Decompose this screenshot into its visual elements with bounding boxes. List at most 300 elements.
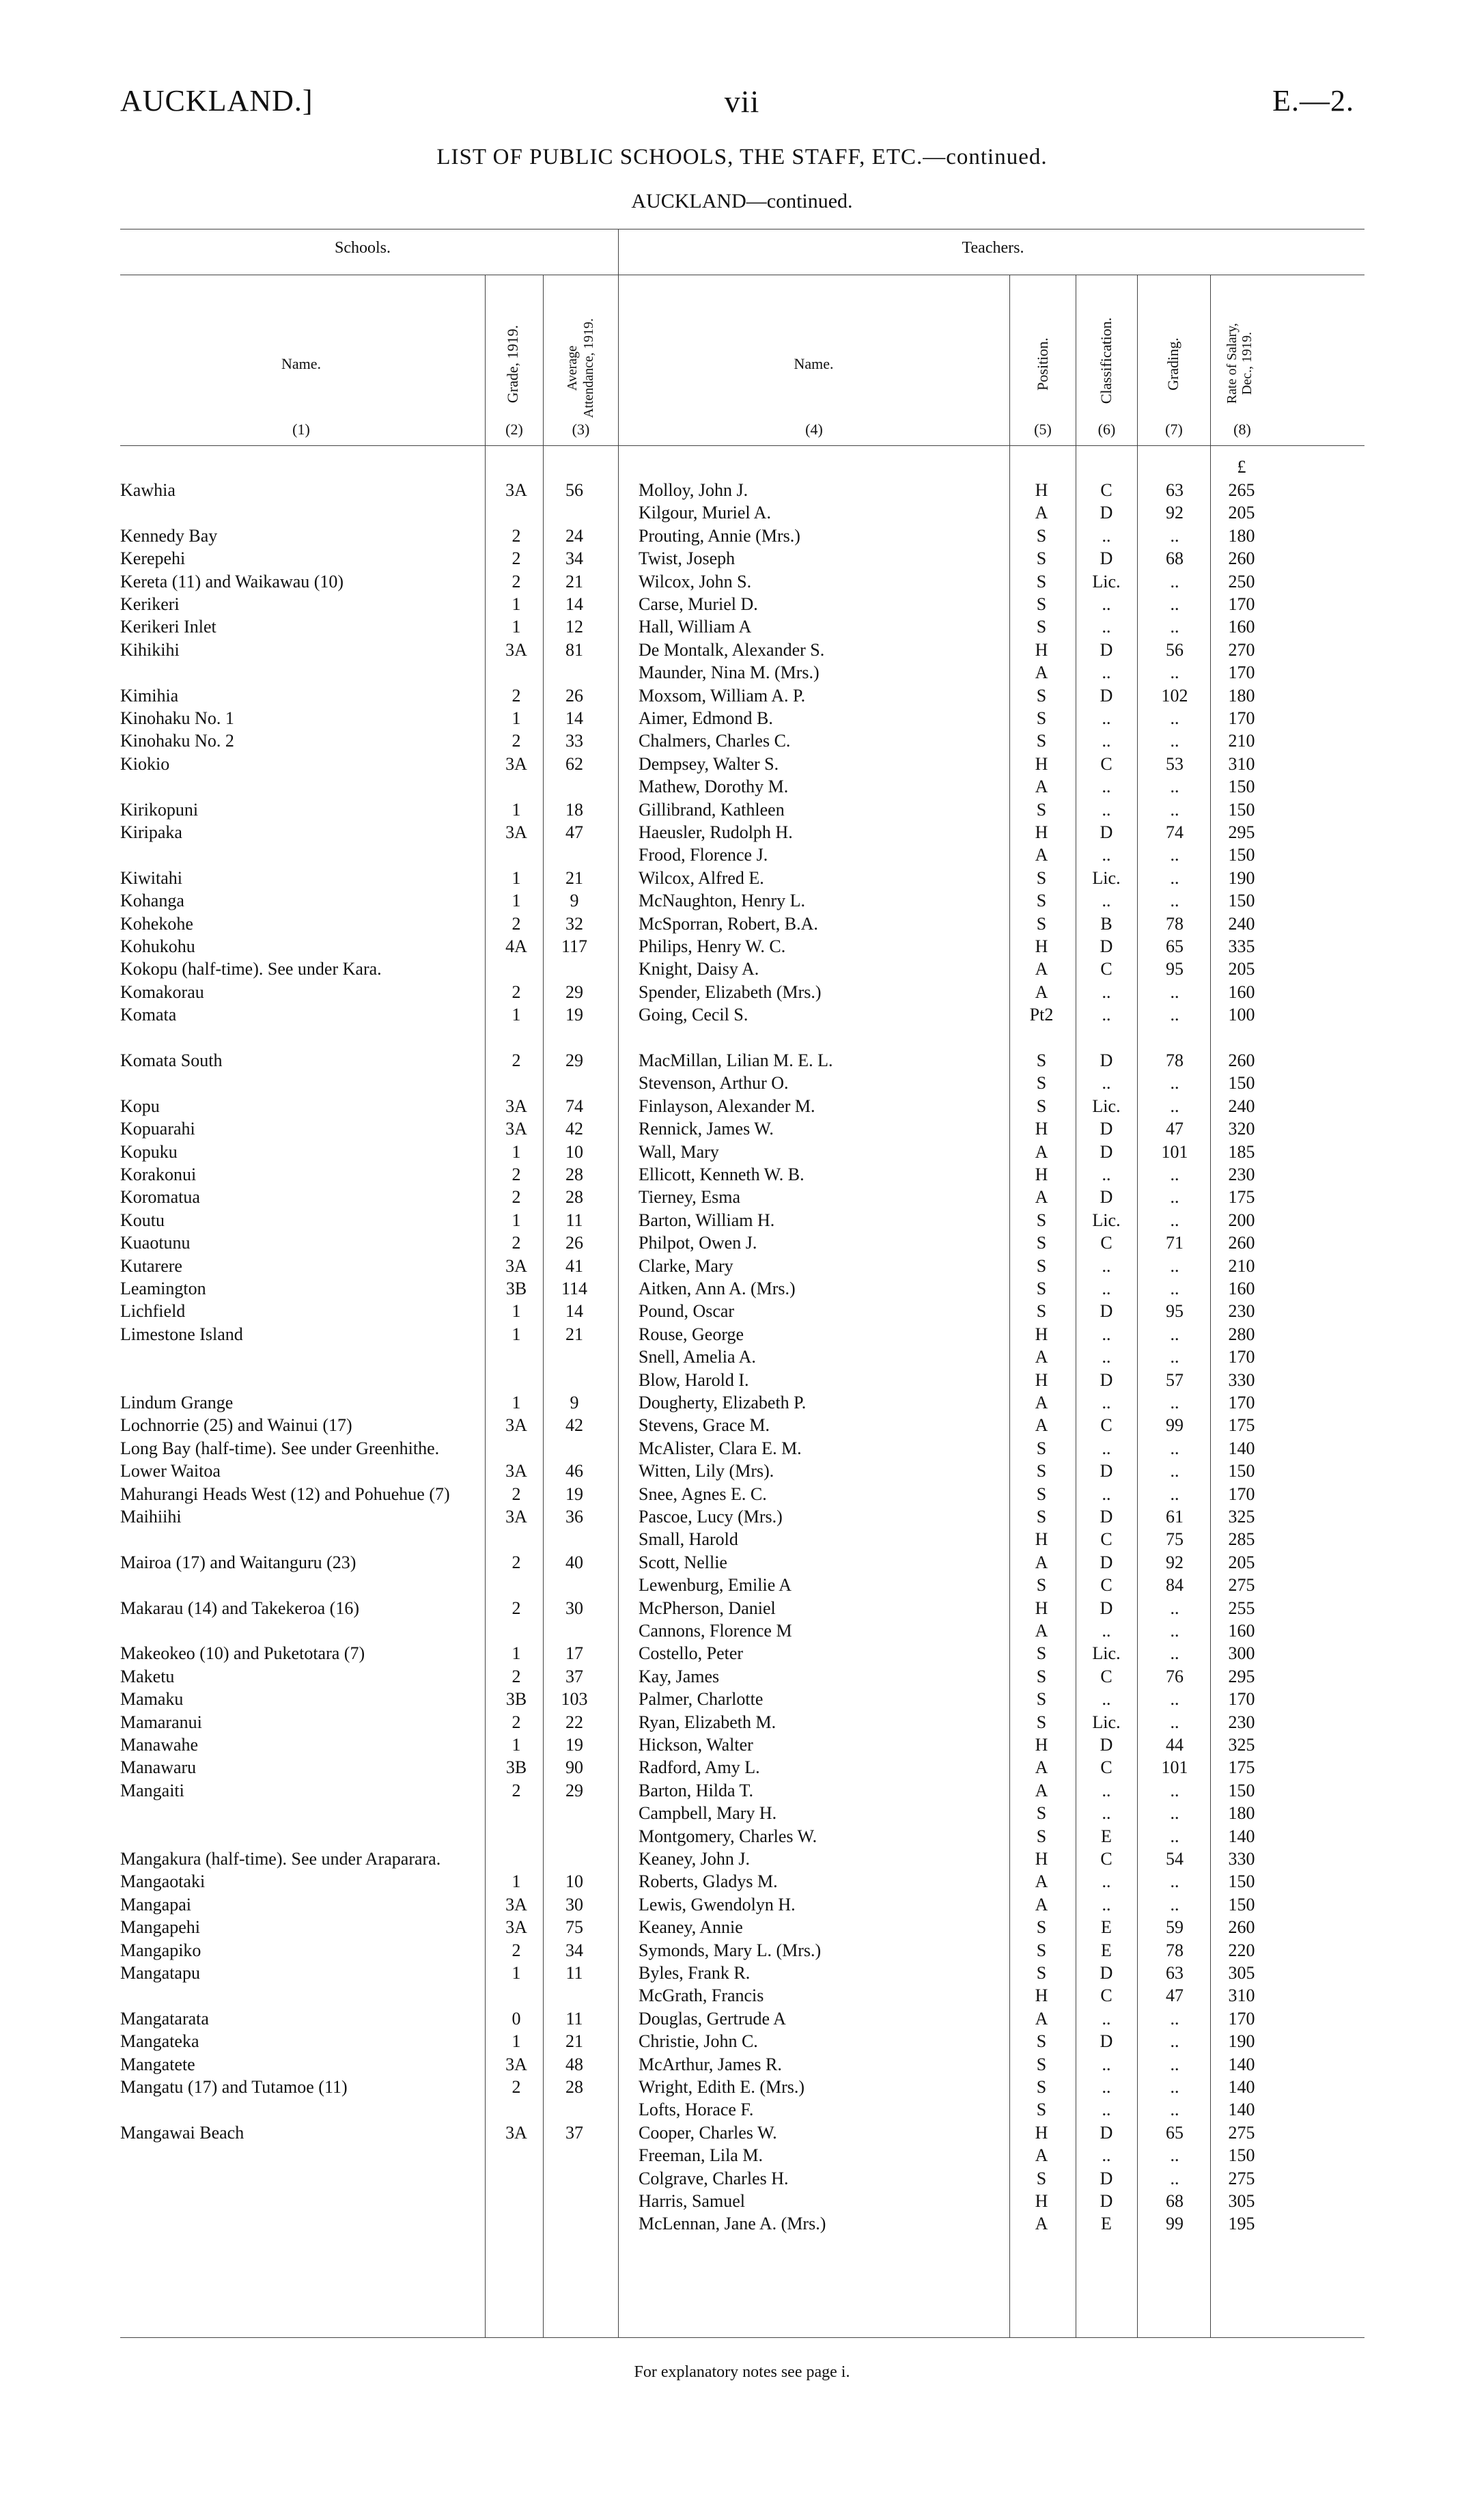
school-name: Kihikihi [120,639,180,660]
teacher-salary: 150 [1228,891,1255,911]
school-attendance: 19 [565,1005,583,1025]
teacher-grading: 92 [1166,503,1184,523]
teacher-grading: 59 [1166,1917,1184,1938]
teacher-salary: 150 [1228,845,1255,865]
school-name: Lower Waitoa [120,1461,221,1481]
teacher-grading: .. [1170,1393,1179,1412]
teacher-name: McNaughton, Henry L. [639,891,806,911]
teacher-position: A [1035,2008,1048,2029]
teacher-grading: 63 [1166,1963,1184,1983]
table-subtitle: AUCKLAND—continued. [631,190,853,212]
school-grade: 2 [512,1598,521,1618]
teacher-classification: D [1100,822,1113,842]
teacher-name: Spender, Elizabeth (Mrs.) [639,981,822,1002]
teacher-name: Symonds, Mary L. (Mrs.) [639,1940,822,1960]
school-grade: 3A [505,1461,527,1481]
teacher-name: Wilcox, Alfred E. [639,867,764,888]
teacher-salary: 160 [1228,617,1255,637]
school-name: Mangatarata [120,2008,209,2029]
teacher-name: Moxsom, William A. P. [639,685,806,706]
school-grade: 1 [512,1324,521,1344]
teacher-salary: 325 [1228,1735,1255,1755]
teacher-position: S [1036,867,1047,888]
teacher-classification: D [1100,1735,1113,1755]
teacher-name: Knight, Daisy A. [639,959,759,979]
teacher-classification: .. [1102,1780,1111,1800]
teacher-grading: .. [1170,1165,1179,1184]
teacher-classification: Lic. [1092,571,1121,591]
teacher-classification: D [1100,2122,1113,2143]
teacher-grading: 53 [1166,753,1184,774]
teacher-position: A [1035,1141,1048,1162]
teacher-grading: .. [1170,1803,1179,1824]
teacher-classification: .. [1102,777,1111,797]
school-grade: 3A [505,1119,527,1139]
teacher-classification: C [1100,1415,1112,1436]
teacher-name: Montgomery, Charles W. [639,1826,817,1846]
teacher-salary: 240 [1228,1096,1255,1116]
school-name: Mangatu (17) and Tutamoe (11) [120,2077,348,2097]
teacher-classification: .. [1102,1005,1111,1025]
teacher-salary: 140 [1228,1438,1255,1458]
school-attendance: 46 [565,1461,583,1481]
school-name: Kutarere [120,1255,182,1276]
col-num: (4) [805,421,823,438]
teacher-name: Kilgour, Muriel A. [639,503,771,523]
teacher-grading: 75 [1166,1529,1184,1550]
teacher-name: Lewenburg, Emilie A [639,1575,792,1596]
teacher-position: S [1036,571,1047,591]
school-grade: 1 [512,1210,521,1230]
teacher-classification: .. [1102,525,1111,546]
teacher-salary: 260 [1228,1050,1255,1070]
school-name: Mangaiti [120,1780,184,1800]
school-name: Kereta (11) and Waikawau (10) [120,571,344,591]
teacher-salary: 325 [1228,1507,1255,1527]
teacher-grading: 65 [1166,936,1184,956]
teacher-salary: 175 [1228,1187,1255,1208]
school-grade: 2 [512,1780,521,1800]
teacher-grading: .. [1170,1780,1179,1800]
teacher-position: S [1036,548,1047,569]
school-grade: 2 [512,1050,521,1070]
teacher-grading: .. [1170,1643,1179,1664]
teacher-position: S [1036,2100,1047,2120]
school-attendance: 28 [565,1187,583,1208]
col-head-grading: Grading. [1164,337,1181,391]
school-name: Kiripaka [120,822,182,842]
school-attendance: 28 [565,2077,583,2097]
school-grade: 1 [512,1643,521,1664]
school-grade: 1 [512,1005,521,1025]
teacher-classification: .. [1102,1438,1111,1458]
table-title: LIST OF PUBLIC SCHOOLS, THE STAFF, ETC.—continued. [436,145,1048,169]
teacher-position: A [1035,663,1048,683]
teacher-grading: .. [1170,2054,1179,2074]
teacher-grading: .. [1170,1689,1179,1710]
teacher-salary: 330 [1228,1849,1255,1869]
school-name: Lichfield [120,1301,186,1322]
teacher-classification: E [1101,1917,1112,1938]
school-attendance: 11 [565,1963,583,1983]
teacher-classification: .. [1102,1393,1111,1412]
teacher-grading: .. [1170,799,1179,820]
school-attendance: 21 [565,1324,583,1344]
teacher-position: Pt2 [1029,1005,1054,1025]
school-grade: 1 [512,708,521,728]
school-grade: 1 [512,1871,521,1892]
teacher-grading: 47 [1166,1986,1184,2006]
teacher-salary: 305 [1228,1963,1255,1983]
school-grade: 3A [505,1507,527,1527]
teacher-grading: .. [1170,2145,1179,2166]
teacher-name: Clarke, Mary [639,1255,733,1276]
col-num: (1) [292,421,310,438]
col-num: (5) [1034,421,1052,438]
school-name: Maketu [120,1666,175,1686]
teacher-position: S [1036,799,1047,820]
teacher-name: Stevenson, Arthur O. [639,1073,789,1094]
teacher-name: Pound, Oscar [639,1301,735,1322]
teacher-name: Philpot, Owen J. [639,1233,757,1253]
teacher-name: Pascoe, Lucy (Mrs.) [639,1507,783,1527]
school-attendance: 81 [565,639,583,660]
school-attendance: 34 [565,548,583,569]
teacher-grading: .. [1170,1621,1179,1641]
school-name: Mangaotaki [120,1871,206,1892]
school-grade: 3A [505,2054,527,2074]
teacher-classification: .. [1102,1689,1111,1710]
school-attendance: 41 [565,1255,583,1276]
teacher-salary: 180 [1228,525,1255,546]
teacher-classification: D [1100,685,1113,706]
teacher-classification: .. [1102,2054,1111,2074]
teacher-salary: 240 [1228,913,1255,934]
teacher-classification: C [1100,1757,1112,1778]
school-attendance: 17 [565,1643,583,1664]
teacher-grading: .. [1170,1712,1179,1732]
teacher-classification: Lic. [1092,1096,1121,1116]
teacher-name: Keaney, John J. [639,1849,750,1869]
teacher-name: Hickson, Walter [639,1735,753,1755]
teacher-classification: C [1100,753,1112,774]
teacher-name: Witten, Lily (Mrs). [639,1461,774,1481]
teacher-grading: 102 [1161,685,1188,706]
school-grade: 3A [505,1894,527,1914]
teacher-position: S [1036,1507,1047,1527]
teacher-name: Palmer, Charlotte [639,1689,764,1710]
teacher-salary: 160 [1228,1279,1255,1298]
school-name: Koutu [120,1210,165,1230]
teacher-name: Costello, Peter [639,1643,744,1664]
teacher-classification: C [1100,1849,1112,1869]
school-attendance: 29 [565,981,583,1002]
teacher-grading: .. [1170,1324,1179,1344]
teacher-salary: 170 [1228,1689,1255,1710]
teacher-position: S [1036,617,1047,637]
teacher-position: H [1035,1598,1048,1618]
school-grade: 1 [512,1393,521,1412]
teacher-grading: .. [1170,1347,1179,1367]
teacher-salary: 330 [1228,1369,1255,1390]
teacher-position: H [1035,1165,1048,1184]
school-grade: 3A [505,753,527,774]
school-attendance: 22 [565,1712,583,1732]
school-grade: 2 [512,1187,521,1208]
teacher-classification: .. [1102,2100,1111,2120]
teacher-name: Hall, William A [639,617,752,637]
teacher-salary: 335 [1228,936,1255,956]
teacher-grading: 101 [1161,1141,1188,1162]
teacher-name: Barton, William H. [639,1210,775,1230]
teacher-name: Small, Harold [639,1529,738,1550]
teacher-name: Colgrave, Charles H. [639,2168,789,2188]
teacher-classification: C [1100,1529,1112,1550]
school-grade: 2 [512,1940,521,1960]
teacher-name: Cooper, Charles W. [639,2122,777,2143]
school-attendance: 9 [570,891,579,911]
teacher-position: A [1035,1415,1048,1436]
school-name: Limestone Island [120,1324,243,1344]
teacher-classification: E [1101,1826,1112,1846]
teacher-classification: C [1100,959,1112,979]
teacher-grading: 54 [1166,1849,1184,1869]
school-name: Long Bay (half-time). See under Greenhithe. [120,1438,440,1458]
teacher-salary: 280 [1228,1324,1255,1344]
school-name: Kerikeri [120,594,180,614]
bottom-rule [120,2337,1364,2338]
school-name: Komata [120,1005,177,1025]
teacher-classification: .. [1102,845,1111,865]
school-attendance: 24 [565,525,583,546]
teacher-name: Rouse, George [639,1324,744,1344]
school-name: Leamington [120,1279,206,1298]
teacher-position: S [1036,1484,1047,1504]
teacher-salary: 180 [1228,1803,1255,1824]
teacher-salary: 150 [1228,777,1255,797]
teacher-classification: Lic. [1092,1210,1121,1230]
teacher-grading: .. [1170,1871,1179,1892]
teacher-classification: .. [1102,1255,1111,1276]
school-name: Mahurangi Heads West (12) and Pohuehue (7) [120,1484,450,1504]
teacher-position: A [1035,981,1048,1002]
school-attendance: 14 [565,1301,583,1322]
teacher-position: S [1036,913,1047,934]
teacher-salary: 170 [1228,663,1255,683]
teacher-grading: 47 [1166,1119,1184,1139]
teacher-position: S [1036,1461,1047,1481]
school-grade: 3B [505,1279,527,1298]
teacher-classification: Lic. [1092,1643,1121,1664]
col-num: (8) [1233,421,1251,438]
teacher-grading: .. [1170,1598,1179,1618]
teacher-classification: C [1100,1233,1112,1253]
teacher-classification: .. [1102,1279,1111,1298]
teacher-grading: .. [1170,1461,1179,1481]
teacher-name: Barton, Hilda T. [639,1780,754,1800]
teacher-classification: D [1100,1141,1113,1162]
school-attendance: 11 [565,1210,583,1230]
school-name: Kerepehi [120,548,186,569]
school-attendance: 117 [561,936,588,956]
teacher-salary: 295 [1228,1666,1255,1686]
teacher-name: Philips, Henry W. C. [639,936,786,956]
school-attendance: 10 [565,1871,583,1892]
school-name: Kinohaku No. 2 [120,731,234,751]
teacher-salary: 180 [1228,685,1255,706]
col-head-salary: Rate of Salary, Dec., 1919. [1224,322,1255,404]
teacher-salary: 175 [1228,1757,1255,1778]
teacher-classification: D [1100,2168,1113,2188]
teacher-grading: .. [1170,731,1179,751]
teacher-grading: .. [1170,981,1179,1002]
school-grade: 1 [512,1301,521,1322]
school-name: Manawahe [120,1735,199,1755]
school-grade: 1 [512,867,521,888]
teacher-position: S [1036,1255,1047,1276]
school-name: Mangapehi [120,1917,200,1938]
teacher-classification: D [1100,548,1113,569]
teacher-grading: .. [1170,617,1179,637]
teacher-salary: 255 [1228,1598,1255,1618]
school-attendance: 19 [565,1735,583,1755]
teacher-classification: .. [1102,1165,1111,1184]
teacher-name: Going, Cecil S. [639,1005,748,1025]
school-grade: 1 [512,1963,521,1983]
teacher-name: Lewis, Gwendolyn H. [639,1894,796,1914]
school-attendance: 114 [561,1279,588,1298]
teacher-position: H [1035,1119,1048,1139]
page-header-right: E.—2. [1272,84,1354,117]
school-grade: 2 [512,685,521,706]
school-attendance: 29 [565,1780,583,1800]
school-attendance: 42 [565,1415,583,1436]
teacher-name: Mathew, Dorothy M. [639,777,789,797]
teacher-name: Finlayson, Alexander M. [639,1096,815,1116]
school-attendance: 29 [565,1050,583,1070]
teacher-classification: .. [1102,1073,1111,1094]
col-divider [485,275,486,2337]
teacher-name: Douglas, Gertrude A [639,2008,786,2029]
school-grade: 1 [512,1141,521,1162]
teacher-position: S [1036,1050,1047,1070]
teacher-grading: .. [1170,1005,1179,1025]
school-name: Mamaku [120,1689,184,1710]
teacher-salary: 300 [1228,1643,1255,1664]
teacher-classification: D [1100,936,1113,956]
school-grade: 1 [512,594,521,614]
page-number: vii [724,84,760,119]
school-grade: 2 [512,548,521,569]
teacher-salary: 150 [1228,1461,1255,1481]
teacher-classification: D [1100,1963,1113,1983]
teacher-salary: 200 [1228,1210,1255,1230]
teacher-grading: .. [1170,594,1179,614]
teacher-salary: 150 [1228,1894,1255,1914]
school-attendance: 30 [565,1598,583,1618]
teacher-classification: .. [1102,1621,1111,1641]
school-grade: 3A [505,1415,527,1436]
teacher-grading: 78 [1166,913,1184,934]
teacher-name: Radford, Amy L. [639,1757,760,1778]
teacher-classification: D [1100,1369,1113,1390]
school-grade: 2 [512,1233,521,1253]
teacher-name: Lofts, Horace F. [639,2100,754,2120]
teacher-grading: 99 [1166,1415,1184,1436]
teacher-position: S [1036,708,1047,728]
school-grade: 3A [505,1917,527,1938]
teacher-name: Snell, Amelia A. [639,1347,756,1367]
teacher-classification: D [1100,1050,1113,1070]
teacher-salary: 275 [1228,2168,1255,2188]
school-name: Komata South [120,1050,223,1070]
teacher-name: Twist, Joseph [639,548,736,569]
teacher-salary: 205 [1228,959,1255,979]
school-name: Mangapiko [120,1940,201,1960]
teacher-salary: 220 [1228,1940,1255,1960]
teacher-classification: D [1100,2191,1113,2211]
teacher-classification: .. [1102,1871,1111,1892]
teacher-classification: D [1100,1119,1113,1139]
teacher-position: S [1036,1438,1047,1458]
col-divider [1210,275,1211,2337]
teacher-classification: E [1101,2214,1112,2234]
teacher-position: H [1035,480,1048,500]
teacher-salary: 230 [1228,1712,1255,1732]
footer-note: For explanatory notes see page i. [634,2363,850,2381]
teacher-name: Aimer, Edmond B. [639,708,773,728]
teacher-salary: 175 [1228,1415,1255,1436]
teacher-classification: D [1100,1598,1113,1618]
teacher-salary: 195 [1228,2214,1255,2234]
teacher-position: S [1036,1073,1047,1094]
teacher-grading: .. [1170,777,1179,797]
teacher-grading: 63 [1166,480,1184,500]
teacher-position: A [1035,959,1048,979]
teacher-salary: 170 [1228,708,1255,728]
school-attendance: 14 [565,594,583,614]
school-attendance: 21 [565,2031,583,2052]
teacher-salary: 260 [1228,1917,1255,1938]
teacher-position: S [1036,1940,1047,1960]
teacher-name: Prouting, Annie (Mrs.) [639,525,800,546]
teacher-position: S [1036,1279,1047,1298]
teacher-grading: 44 [1166,1735,1184,1755]
teacher-position: H [1035,1735,1048,1755]
school-grade: 3A [505,822,527,842]
school-name: Korakonui [120,1165,197,1184]
school-grade: 2 [512,1666,521,1686]
teacher-position: H [1035,1324,1048,1344]
teacher-position: A [1035,1552,1048,1572]
school-name: Mairoa (17) and Waitanguru (23) [120,1552,356,1572]
school-attendance: 30 [565,1894,583,1914]
teacher-salary: 170 [1228,594,1255,614]
teacher-classification: .. [1102,1894,1111,1914]
teacher-grading: .. [1170,2008,1179,2029]
teacher-position: S [1036,1233,1047,1253]
school-name: Kohukohu [120,936,195,956]
teacher-salary: 185 [1228,1141,1255,1162]
teacher-grading: .. [1170,1438,1179,1458]
school-name: Makeokeo (10) and Puketotara (7) [120,1643,365,1664]
school-grade: 3B [505,1757,527,1778]
teacher-name: Wilcox, John S. [639,571,752,591]
teacher-classification: .. [1102,594,1111,614]
teacher-name: McArthur, James R. [639,2054,782,2074]
col-head-grade: Grade, 1919. [504,324,521,404]
col-head-position: Position. [1034,337,1051,391]
